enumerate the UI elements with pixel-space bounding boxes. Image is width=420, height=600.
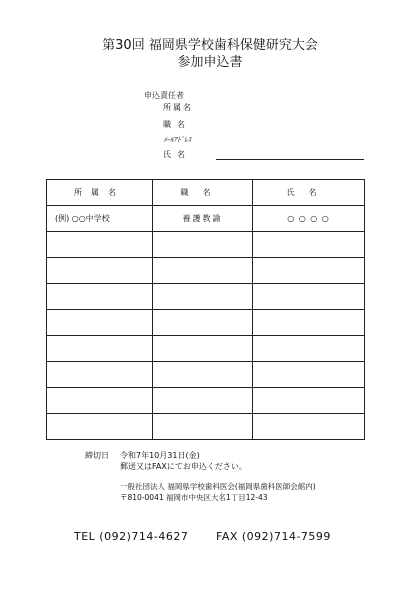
- affiliation-cell[interactable]: [47, 336, 153, 362]
- representative-job-label: 職名: [163, 120, 191, 129]
- representative-name-field[interactable]: [216, 159, 364, 160]
- table-row: [47, 414, 365, 440]
- table-row: [47, 258, 365, 284]
- affiliation-cell[interactable]: [47, 310, 153, 336]
- job-cell[interactable]: [153, 284, 253, 310]
- column-header-job: 職名: [153, 180, 253, 206]
- name-cell[interactable]: [253, 388, 365, 414]
- example-job: 養護教諭: [153, 206, 253, 232]
- name-cell[interactable]: [253, 336, 365, 362]
- submission-note: 郵送又はFAXにてお申込ください。: [120, 462, 247, 471]
- telephone-number: TEL (092)714-4627: [74, 530, 189, 543]
- table-example-row: [47, 206, 365, 232]
- table-header-row: [47, 180, 365, 206]
- organization-address: 〒810-0041 福岡市中央区大名1丁目12-43: [120, 493, 268, 502]
- table-row: [47, 336, 365, 362]
- name-cell[interactable]: [253, 362, 365, 388]
- table-row: [47, 284, 365, 310]
- representative-email-label: ﾒｰﾙｱﾄﾞﾚｽ: [163, 136, 191, 144]
- name-cell[interactable]: [253, 414, 365, 440]
- table-row: [47, 310, 365, 336]
- affiliation-cell[interactable]: [47, 258, 153, 284]
- affiliation-cell[interactable]: [47, 362, 153, 388]
- name-cell[interactable]: [253, 232, 365, 258]
- affiliation-cell[interactable]: [47, 232, 153, 258]
- representative-heading: 申込責任者: [144, 91, 184, 100]
- job-cell[interactable]: [153, 310, 253, 336]
- job-cell[interactable]: [153, 414, 253, 440]
- fax-number: FAX (092)714-7599: [216, 530, 331, 543]
- representative-affiliation-label: 所属名: [163, 103, 193, 112]
- title-form-name: 参加申込書: [177, 55, 243, 70]
- example-affiliation: (例) ○○中学校: [47, 206, 153, 232]
- job-cell[interactable]: [153, 258, 253, 284]
- table-row: [47, 362, 365, 388]
- job-cell[interactable]: [153, 336, 253, 362]
- job-cell[interactable]: [153, 362, 253, 388]
- column-header-name: 氏名: [253, 180, 365, 206]
- affiliation-cell[interactable]: [47, 414, 153, 440]
- representative-name-label: 氏名: [163, 150, 191, 159]
- affiliation-cell[interactable]: [47, 284, 153, 310]
- title-event-name: 第30回 福岡県学校歯科保健研究大会: [102, 38, 318, 53]
- example-name: ○ ○ ○ ○: [253, 206, 365, 232]
- job-cell[interactable]: [153, 388, 253, 414]
- name-cell[interactable]: [253, 310, 365, 336]
- table-row: [47, 388, 365, 414]
- job-cell[interactable]: [153, 232, 253, 258]
- organization-name: 一般社団法人 福岡県学校歯科医会(福岡県歯科医師会館内): [120, 482, 316, 491]
- name-cell[interactable]: [253, 258, 365, 284]
- name-cell[interactable]: [253, 284, 365, 310]
- column-header-affiliation: 所属名: [47, 180, 153, 206]
- affiliation-cell[interactable]: [47, 388, 153, 414]
- table-row: [47, 232, 365, 258]
- participant-table: [46, 179, 365, 440]
- deadline-label: 締切日: [85, 451, 109, 460]
- deadline-date: 令和7年10月31日(金): [120, 451, 200, 460]
